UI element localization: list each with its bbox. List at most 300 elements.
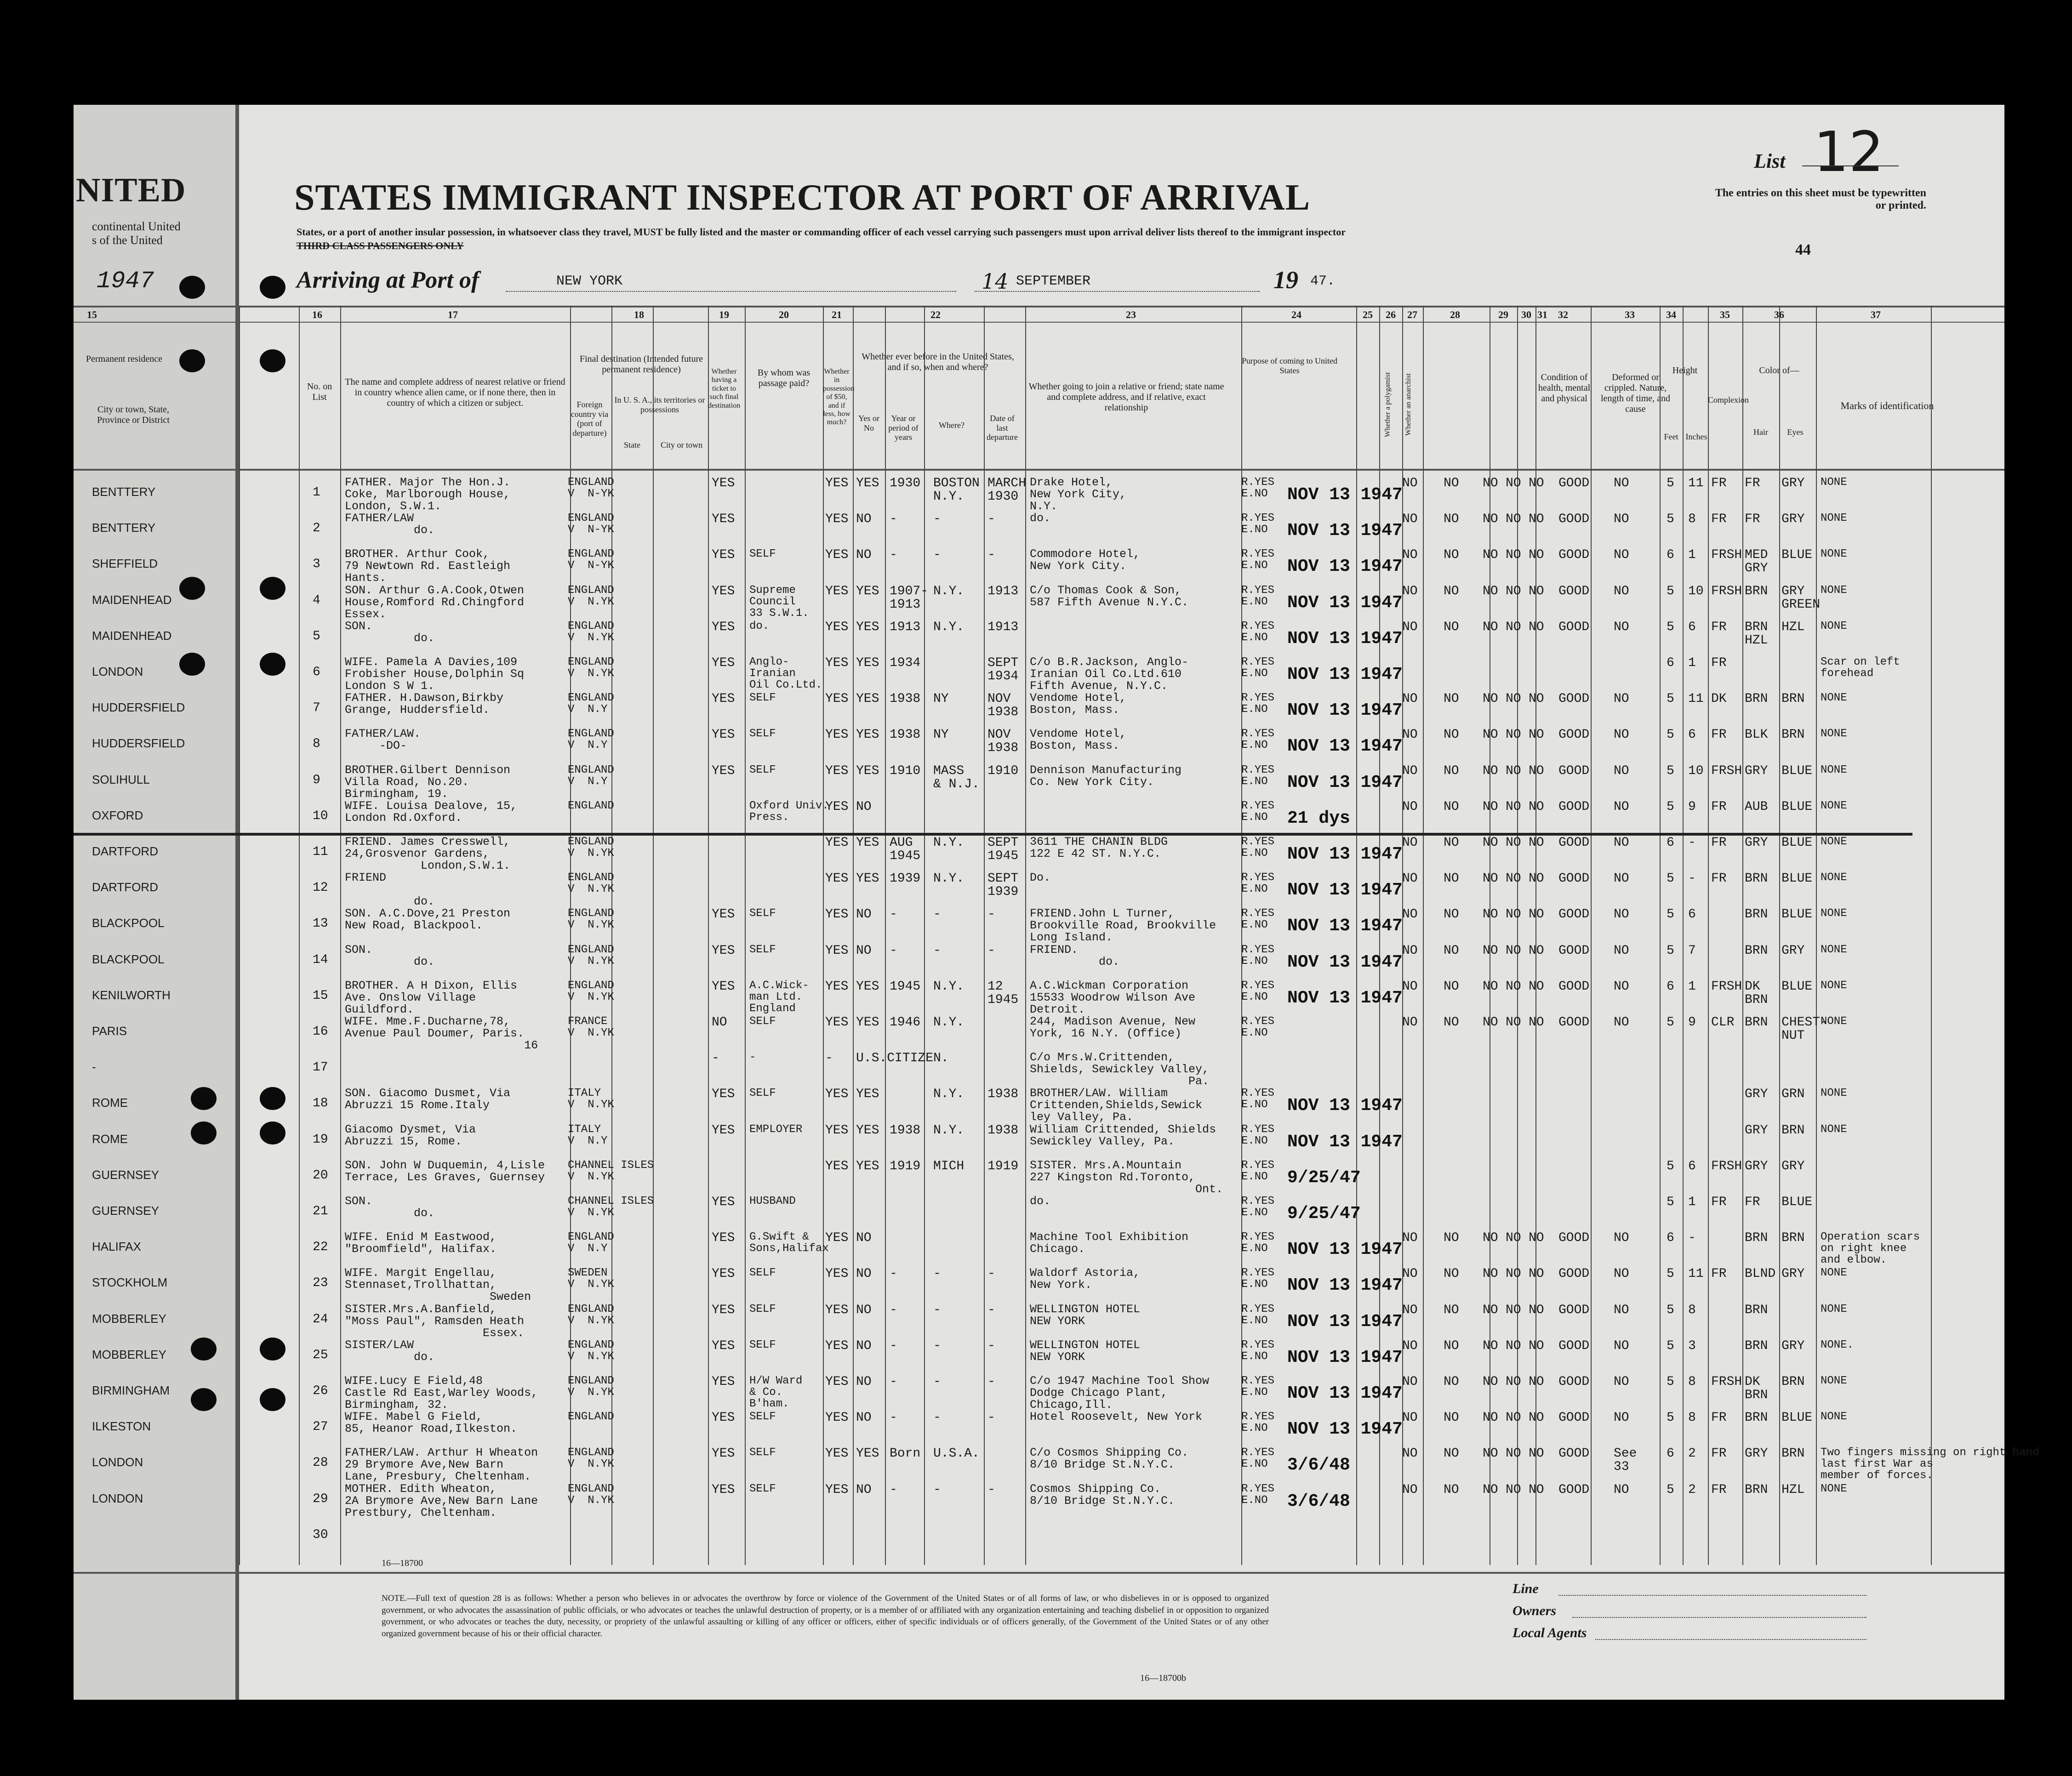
joining-relative: do. (1030, 1195, 1051, 1208)
column-number: 16 (312, 309, 322, 320)
q31-answer: NO (1529, 692, 1544, 706)
grid-header-rule (74, 469, 2004, 471)
years-in-us: - (890, 1267, 897, 1281)
column-number: 27 (1407, 309, 1417, 320)
inspection-stamp: NOV 13 1947 (1287, 1311, 1403, 1332)
height-inches: - (1688, 836, 1696, 850)
list-number: 27 (313, 1420, 328, 1434)
previously-in-us: NO (856, 799, 872, 814)
purpose-of-visit: R.YES E.NO (1241, 799, 1275, 824)
relative-address: SON. Arthur G.A.Cook,Otwen House,Romford Rd.Chingford Essex. (345, 583, 525, 621)
col32-header: Condition of health, mental and physical (1538, 372, 1591, 404)
ticket-status: YES (712, 1303, 735, 1317)
eye-color: BLUE (1781, 763, 1813, 778)
health-condition: GOOD (1558, 1338, 1590, 1353)
year-suffix: 47. (1310, 273, 1336, 289)
identification-marks: NONE (1821, 871, 1847, 884)
col22-years: Year or period of years (888, 414, 919, 442)
relative-address: FATHER/LAW. -DO- (345, 727, 421, 753)
complexion: DK (1711, 692, 1727, 706)
height-inches: 9 (1688, 799, 1696, 814)
final-destination: ENGLAND V N-YK (568, 548, 614, 572)
deformed-answer: NO (1614, 907, 1629, 922)
passage-paid-by: SELF (749, 1303, 776, 1315)
stub-title-fragment: NITED (76, 171, 186, 209)
passage-paid-by: - (749, 1051, 756, 1064)
hair-color: BRN (1745, 1231, 1768, 1246)
polygamist-answer: NO (1402, 1267, 1418, 1281)
date-last-departure: - (987, 1482, 995, 1497)
years-in-us: - (890, 1375, 897, 1389)
column-number: 35 (1720, 309, 1730, 320)
where-in-us: N.Y. (933, 620, 965, 634)
q30-answer: NO (1506, 1482, 1521, 1497)
identification-marks: NONE (1821, 1087, 1847, 1100)
joining-relative: Do. (1030, 871, 1051, 885)
joining-relative: SISTER. Mrs.A.Mountain 227 Kingston Rd.Toronto, Ont. (1030, 1158, 1223, 1196)
identification-marks: NONE (1821, 907, 1847, 920)
identification-marks: NONE (1821, 1482, 1847, 1495)
height-inches: - (1688, 1231, 1696, 1246)
q28-answer: NO (1444, 943, 1459, 958)
where-in-us: N.Y. (933, 1087, 965, 1102)
identification-marks: NONE (1821, 799, 1847, 812)
hair-color: BRN (1745, 907, 1768, 922)
col22-departure: Date of last departure (987, 414, 1018, 442)
height-inches: 10 (1688, 763, 1704, 778)
purpose-of-visit: R.YES E.NO (1241, 1159, 1275, 1183)
deformed-answer: NO (1614, 871, 1629, 886)
q30-answer: NO (1506, 979, 1521, 994)
deformed-answer: NO (1614, 1303, 1629, 1317)
table-row (0, 476, 1931, 512)
eye-color: BRN (1781, 1375, 1805, 1389)
previously-in-us: YES (856, 476, 879, 490)
q28-answer: NO (1444, 799, 1459, 814)
inspection-stamp: 3/6/48 (1287, 1455, 1350, 1475)
table-row (0, 1446, 2039, 1484)
eye-color: GRN (1781, 1087, 1805, 1102)
q29-answer: NO (1483, 728, 1498, 742)
money-possession: YES (825, 1015, 849, 1030)
table-row (0, 1123, 1931, 1159)
owners-underline (1572, 1617, 1867, 1618)
purpose-of-visit: R.YES E.NO (1241, 1338, 1275, 1363)
final-destination: ENGLAND V N.YK (568, 656, 614, 680)
years-in-us: - (890, 943, 897, 958)
permanent-residence: DARTFORD (92, 844, 158, 858)
height-feet: 5 (1667, 620, 1674, 634)
polygamist-answer: NO (1402, 907, 1418, 922)
purpose-of-visit: R.YES E.NO (1241, 1231, 1275, 1255)
joining-relative: WELLINGTON HOTEL NEW YORK (1030, 1338, 1141, 1364)
relative-address: SISTER.Mrs.A.Banfield, "Moss Paul", Ramsden Heath Essex. (345, 1302, 525, 1340)
final-destination: ENGLAND V N.YK (568, 836, 614, 860)
col18-header: Final destination (Intended future permanent residence) (579, 354, 703, 375)
column-number: 21 (832, 309, 842, 320)
polygamist-answer: NO (1402, 1015, 1418, 1030)
eye-color: BRN (1781, 1446, 1805, 1461)
q28-answer: NO (1444, 512, 1459, 527)
final-destination: ENGLAND V N.Y (568, 1231, 614, 1255)
polygamist-answer: NO (1402, 1231, 1418, 1246)
form-code-right: 16—18700b (1140, 1673, 1186, 1683)
previously-in-us: YES (856, 656, 879, 670)
q29-answer: NO (1483, 1375, 1498, 1389)
permanent-residence: DARTFORD (92, 880, 158, 894)
previously-in-us: YES (856, 1015, 879, 1030)
inspection-stamp: NOV 13 1947 (1287, 988, 1403, 1008)
final-destination: ITALY V N.YK (568, 1087, 614, 1111)
punch-hole-icon (260, 276, 285, 299)
q31-answer: NO (1529, 799, 1544, 814)
complexion: FR (1711, 728, 1727, 742)
height-feet: 5 (1667, 1482, 1674, 1497)
purpose-of-visit: R.YES E.NO (1241, 584, 1275, 608)
permanent-residence: SHEFFIELD (92, 557, 158, 571)
height-feet: 5 (1667, 907, 1674, 922)
table-row (0, 547, 1931, 583)
joining-relative: Dennison Manufacturing Co. New York City. (1030, 763, 1182, 789)
deformed-answer: NO (1614, 943, 1629, 958)
identification-marks: NONE (1821, 584, 1847, 597)
final-destination: ENGLAND V N.YK (568, 584, 614, 608)
money-possession: YES (825, 548, 849, 563)
permanent-residence: LONDON (92, 665, 143, 678)
previously-in-us: YES (856, 1446, 879, 1461)
list-number: 23 (313, 1276, 328, 1291)
previously-in-us: YES (856, 1087, 879, 1102)
polygamist-answer: NO (1402, 763, 1418, 778)
grid-top-rule (74, 306, 2004, 307)
q29-answer: NO (1483, 1338, 1498, 1353)
purpose-of-visit: R.YES E.NO (1241, 1375, 1275, 1399)
previously-in-us: U.S.CITIZEN. (856, 1051, 949, 1066)
where-in-us: N.Y. (933, 584, 965, 598)
final-destination: ENGLAND V N.YK (568, 1482, 614, 1507)
hair-color: DK BRN (1745, 979, 1768, 1007)
identification-marks: NONE (1821, 728, 1847, 740)
health-condition: GOOD (1558, 1267, 1590, 1281)
health-condition: GOOD (1558, 512, 1590, 527)
list-number: 22 (313, 1240, 328, 1255)
years-in-us: AUG 1945 (890, 836, 921, 863)
column-number: 19 (719, 309, 729, 320)
purpose-of-visit: R.YES E.NO (1241, 1446, 1275, 1471)
previously-in-us: YES (856, 1159, 879, 1173)
joining-relative: C/o 1947 Machine Tool Show Dodge Chicago Plant, Chicago,Ill. (1030, 1374, 1210, 1412)
purpose-of-visit: R.YES E.NO (1241, 871, 1275, 896)
table-row (0, 1195, 1931, 1230)
eye-color: BRN (1781, 728, 1805, 742)
years-in-us: - (890, 1338, 897, 1353)
where-in-us: U.S.A. (933, 1446, 980, 1461)
health-condition: GOOD (1558, 476, 1590, 490)
health-condition: GOOD (1558, 1375, 1590, 1389)
q29-answer: NO (1483, 836, 1498, 850)
q31-answer: NO (1529, 1375, 1544, 1389)
permanent-residence: SOLIHULL (92, 772, 150, 786)
eye-color: GRY (1781, 512, 1805, 527)
previously-in-us: NO (856, 512, 872, 527)
where-in-us: N.Y. (933, 871, 965, 886)
eye-color: BLUE (1781, 907, 1813, 922)
column-number: 23 (1126, 309, 1136, 320)
identification-marks: NONE (1821, 763, 1847, 776)
joining-relative: FRIEND. do. (1030, 943, 1120, 968)
final-destination: SWEDEN V N.YK (568, 1267, 614, 1291)
ticket-status: YES (712, 1338, 735, 1353)
polygamist-answer: NO (1402, 1375, 1418, 1389)
q29-answer: NO (1483, 907, 1498, 922)
q28-answer: NO (1444, 1338, 1459, 1353)
previously-in-us: YES (856, 871, 879, 886)
height-inches: 1 (1688, 548, 1696, 563)
q31-answer: NO (1529, 728, 1544, 742)
col16-header: No. on List (307, 381, 332, 402)
list-number: 2 (313, 521, 320, 536)
inspection-stamp: 21 dys (1287, 808, 1350, 828)
q30-answer: NO (1506, 836, 1521, 850)
column-number: 31 (1537, 309, 1547, 320)
health-condition: GOOD (1558, 1015, 1590, 1030)
height-inches: 1 (1688, 1195, 1696, 1209)
years-in-us: - (890, 1411, 897, 1425)
polygamist-answer: NO (1402, 979, 1418, 994)
third-class-note: THIRD CLASS PASSENGERS ONLY (297, 240, 464, 251)
final-destination: ENGLAND (568, 799, 614, 812)
relative-address: FATHER. H.Dawson,Birkby Grange, Huddersfield. (345, 691, 504, 717)
height-inches: 3 (1688, 1338, 1696, 1353)
purpose-of-visit: R.YES E.NO (1241, 979, 1275, 1003)
health-condition: GOOD (1558, 692, 1590, 706)
table-row (0, 1266, 1931, 1302)
purpose-of-visit: R.YES E.NO (1241, 943, 1275, 968)
relative-address: WIFE. Mabel G Field, 85, Heanor Road,Ilkeston. (345, 1410, 518, 1436)
height-inches: 6 (1688, 1159, 1696, 1173)
column-number: 28 (1450, 309, 1460, 320)
final-destination: ENGLAND V N.Y (568, 692, 614, 716)
where-in-us: MICH (933, 1159, 965, 1173)
relative-address: SON. A.C.Dove,21 Preston New Road, Blackpool. (345, 907, 511, 933)
permanent-residence: BENTTERY (92, 485, 156, 499)
money-possession: YES (825, 1159, 849, 1173)
inspection-stamp: NOV 13 1947 (1287, 1383, 1403, 1403)
relative-address: SON. do. (345, 943, 435, 968)
hair-color: GRY (1745, 836, 1768, 850)
height-inches: 9 (1688, 1015, 1696, 1030)
final-destination: FRANCE V N.YK (568, 1015, 614, 1039)
final-destination: ENGLAND V N.YK (568, 1338, 614, 1363)
joining-relative: Commodore Hotel, New York City. (1030, 547, 1141, 573)
table-row (0, 1015, 1931, 1051)
years-in-us: 1910 (890, 763, 921, 778)
height-feet: 5 (1667, 1338, 1674, 1353)
permanent-residence: - (92, 1060, 96, 1074)
eye-color: BLUE (1781, 548, 1813, 563)
permanent-residence: MAIDENHEAD (92, 592, 172, 607)
permanent-residence: BIRMINGHAM (92, 1383, 170, 1397)
hair-color: FR (1745, 512, 1760, 527)
height-inches: 7 (1688, 943, 1696, 958)
list-number: 10 (313, 808, 328, 823)
q30-answer: NO (1506, 871, 1521, 886)
purpose-of-visit: R.YES E.NO (1241, 836, 1275, 860)
eye-color: HZL (1781, 620, 1805, 634)
list-number: 18 (313, 1096, 328, 1111)
q28-answer: NO (1444, 1411, 1459, 1425)
deformed-answer: NO (1614, 1231, 1629, 1246)
q31-answer: NO (1529, 476, 1544, 490)
q31-answer: NO (1529, 1231, 1544, 1246)
years-in-us: 1938 (890, 692, 921, 706)
height-inches: 1 (1688, 656, 1696, 670)
col26-header: Whether a polygamist (1384, 372, 1392, 437)
q28-answer: NO (1444, 476, 1459, 490)
health-condition: GOOD (1558, 907, 1590, 922)
identification-marks: NONE (1821, 476, 1847, 489)
q28-answer: NO (1444, 1303, 1459, 1317)
joining-relative: William Crittended, Shields Sewickley Valley, Pa. (1030, 1122, 1216, 1148)
table-row (0, 799, 1931, 835)
arriving-label: Arriving at Port of (297, 267, 479, 293)
column-number: 32 (1558, 309, 1568, 320)
relative-address: WIFE.Lucy E Field,48 Castle Rd East,Warley Woods, Birmingham, 32. (345, 1374, 538, 1412)
date-last-departure: 1938 (987, 1087, 1019, 1102)
inspection-stamp: NOV 13 1947 (1287, 700, 1403, 721)
where-in-us: MASS & N.J. (933, 763, 980, 791)
inspection-stamp: NOV 13 1947 (1287, 1132, 1403, 1152)
q31-answer: NO (1529, 763, 1544, 778)
passage-paid-by: SELF (749, 1015, 776, 1028)
date-last-departure: - (987, 1338, 995, 1353)
ticket-status: YES (712, 1231, 735, 1246)
health-condition: GOOD (1558, 871, 1590, 886)
table-row (0, 1374, 1931, 1410)
punch-hole-icon (260, 349, 285, 372)
hair-color: BLND (1745, 1267, 1776, 1281)
q28-answer: NO (1444, 871, 1459, 886)
health-condition: GOOD (1558, 943, 1590, 958)
deformed-answer: NO (1614, 620, 1629, 634)
eye-color: CHEST- NUT (1781, 1015, 1828, 1043)
height-feet: 6 (1667, 979, 1674, 994)
joining-relative: C/o Mrs.W.Crittenden, Shields, Sewickley Valley, Pa. (1030, 1051, 1210, 1088)
height-feet: 6 (1667, 1446, 1674, 1461)
joining-relative: C/o Cosmos Shipping Co. 8/10 Bridge St.N.Y.C. (1030, 1446, 1189, 1472)
col36-hair: Hair (1753, 427, 1768, 437)
q29-answer: NO (1483, 692, 1498, 706)
ticket-status: YES (712, 548, 735, 563)
col18-state: State (624, 440, 640, 450)
q30-answer: NO (1506, 1267, 1521, 1281)
q29-answer: NO (1483, 1231, 1498, 1246)
polygamist-answer: NO (1402, 548, 1418, 563)
eye-color: GRY (1781, 1159, 1805, 1173)
list-underline (1802, 165, 1899, 166)
years-in-us: 1907- 1913 (890, 584, 929, 612)
identification-marks: NONE (1821, 1411, 1847, 1423)
hair-color: BRN (1745, 584, 1768, 598)
identification-marks: NONE (1821, 836, 1847, 848)
polygamist-answer: NO (1402, 799, 1418, 814)
hair-color: GRY (1745, 1123, 1768, 1138)
relative-address: BROTHER. Arthur Cook, 79 Newtown Rd. Eastleigh Hants. (345, 547, 511, 585)
hair-color: AUB (1745, 799, 1768, 814)
permanent-residence: GUERNSEY (92, 1204, 159, 1218)
date-last-departure: 1919 (987, 1159, 1019, 1173)
inspection-stamp: NOV 13 1947 (1287, 736, 1403, 757)
money-possession: YES (825, 907, 849, 922)
list-number: 15 (313, 988, 328, 1003)
q30-answer: NO (1506, 620, 1521, 634)
hair-color: FR (1745, 476, 1760, 490)
ticket-status: YES (712, 979, 735, 994)
q28-answer: NO (1444, 1267, 1459, 1281)
complexion: FR (1711, 799, 1727, 814)
date-last-departure: - (987, 1411, 995, 1425)
relative-address: FATHER/LAW do. (345, 512, 435, 537)
identification-marks: NONE (1821, 692, 1847, 705)
list-number: 5 (313, 629, 320, 643)
q28-answer: NO (1444, 620, 1459, 634)
date-last-departure: SEPT 1945 (987, 836, 1019, 863)
polygamist-answer: NO (1402, 512, 1418, 527)
passage-paid-by: EMPLOYER (749, 1123, 803, 1136)
money-possession: YES (825, 836, 849, 850)
where-in-us: - (933, 1303, 941, 1317)
table-row (0, 907, 1931, 943)
complexion: FR (1711, 1482, 1727, 1497)
where-in-us: N.Y. (933, 979, 965, 994)
final-destination: ENGLAND V N-YK (568, 476, 614, 500)
money-possession: YES (825, 763, 849, 778)
date-last-departure: 1910 (987, 763, 1019, 778)
q29-answer: NO (1483, 620, 1498, 634)
q28-answer: NO (1444, 1446, 1459, 1461)
previously-in-us: NO (856, 1411, 872, 1425)
q31-answer: NO (1529, 584, 1544, 598)
polygamist-answer: NO (1402, 1446, 1418, 1461)
column-number: 25 (1363, 309, 1373, 320)
date-last-departure: - (987, 1303, 995, 1317)
final-destination: ENGLAND V N.YK (568, 979, 614, 1003)
deformed-answer: NO (1614, 1267, 1629, 1281)
money-possession: YES (825, 1446, 849, 1461)
joining-relative: Drake Hotel, New York City, N.Y. (1030, 476, 1127, 513)
years-in-us: - (890, 548, 897, 563)
permanent-residence: BLACKPOOL (92, 916, 165, 930)
column-number: 37 (1871, 309, 1881, 320)
ticket-status: NO (712, 1015, 727, 1030)
ticket-status: - (712, 1051, 719, 1066)
previously-in-us: YES (856, 584, 879, 598)
col35-header: Complexion (1708, 395, 1749, 404)
money-possession: YES (825, 1267, 849, 1281)
identification-marks: Two fingers missing on right hand last first War as member of forces. (1821, 1446, 2039, 1482)
money-possession: YES (825, 943, 849, 958)
where-in-us: - (933, 1375, 941, 1389)
column-number: 26 (1386, 309, 1396, 320)
relative-address: SON. do. (345, 619, 435, 645)
q29-answer: NO (1483, 1482, 1498, 1497)
money-possession: YES (825, 799, 849, 814)
q28-answer: NO (1444, 1375, 1459, 1389)
years-in-us: 1934 (890, 656, 921, 670)
years-in-us: 1939 (890, 871, 921, 886)
deformed-answer: NO (1614, 692, 1629, 706)
q31-answer: NO (1529, 1015, 1544, 1030)
